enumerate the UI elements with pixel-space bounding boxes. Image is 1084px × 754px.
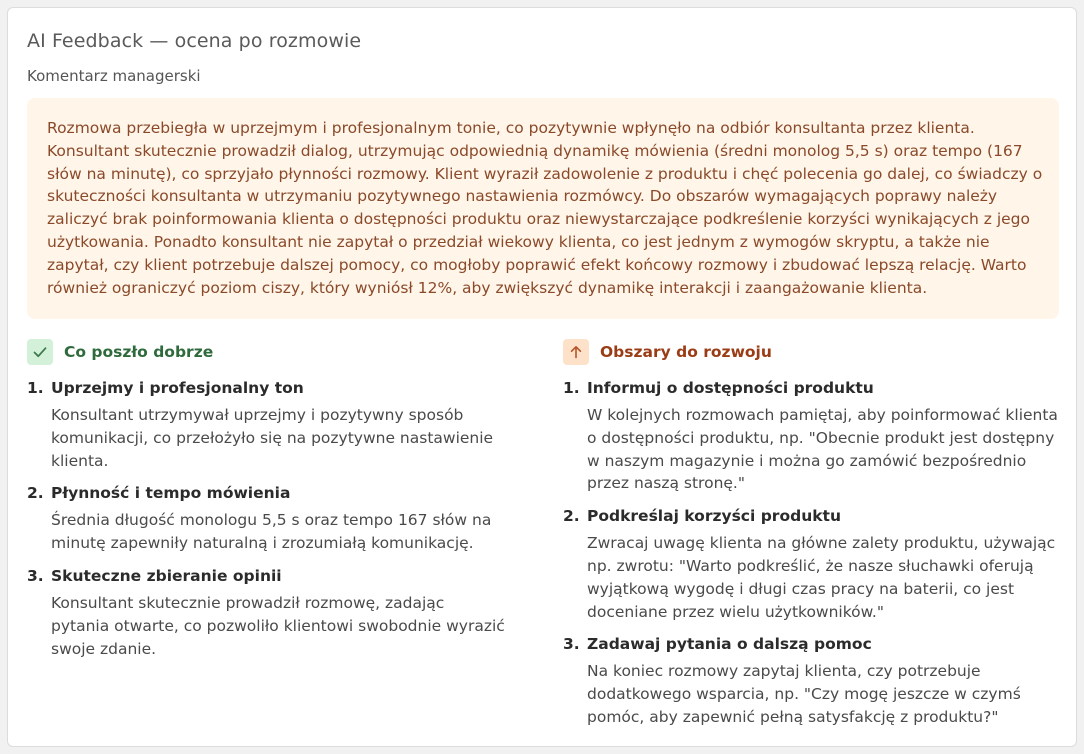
feedback-card xyxy=(7,7,1077,747)
item-number: 1. xyxy=(563,379,580,397)
went-well-title: Co poszło dobrze xyxy=(64,343,214,361)
manager-comment-text: Rozmowa przebiegła w uprzejmym i profesjonalnym tonie, co pozytywnie wpłynęło na odbiór konsultanta przez klienta. Konsultant skutecznie prowadził dialog, utrzymując odpowiednią dynamikę mówienia (średni monolog 5,5 s) oraz tempo (167 słów na minutę), co sprzyjało płynności rozmowy. Klient wyraził zadowolenie z produktu i chęć polecenia go dalej, co świadczy o skuteczności konsultanta w utrzymaniu pozytywnego nastawienia rozmówcy. Do obszarów wymagających poprawy należy zaliczyć brak poinformowania klienta o dostępności produktu oraz niewystarczające podkreślenie korzyści wynikających z jego użytkowania. Ponadto konsultant nie zapytał o przedział wiekowy klienta, co jest jednym z wymogów skryptu, a także nie zapytał, czy klient potrzebuje dalszej pomocy, co mogłoby poprawić efekt końcowy rozmowy i zbudować lepszą relację. Warto również ograniczyć poziom ciszy, który wyniósł 12%, aby zwiększyć dynamikę interakcji i zaangażowanie klienta. xyxy=(47,119,1043,297)
to-improve-title: Obszary do rozwoju xyxy=(600,343,772,361)
page-title: AI Feedback — ocena po rozmowie xyxy=(27,30,362,52)
item-description: Konsultant utrzymywał uprzejmy i pozytywny sposób komunikacji, co przełożyło się na pozytywne nastawienie klienta. xyxy=(51,406,494,470)
section-subtitle: Komentarz managerski xyxy=(27,67,201,85)
list-item xyxy=(27,377,507,472)
to-improve-header xyxy=(563,339,1063,365)
manager-comment-box xyxy=(27,98,1059,319)
list-item xyxy=(27,482,507,555)
item-number: 1. xyxy=(27,379,44,397)
item-title: Informuj o dostępności produktu xyxy=(587,379,874,397)
to-improve-list xyxy=(563,377,1063,729)
item-number: 3. xyxy=(27,566,44,585)
item-description: Średnia długość monologu 5,5 s oraz tempo 167 słów na minutę zapewniły naturalną i zrozumiałą komunikację. xyxy=(51,511,492,553)
item-description: Na koniec rozmowy zapytaj klienta, czy potrzebuje dodatkowego wsparcia, np. "Czy mogę jeszcze w czymś pomóc, aby zapewnić pełną satysfakcję z produktu?" xyxy=(587,662,1021,726)
went-well-list xyxy=(27,377,507,660)
list-item xyxy=(27,565,507,660)
list-item xyxy=(563,377,1063,495)
went-well-header xyxy=(27,339,507,365)
item-title: Uprzejmy i profesjonalny ton xyxy=(51,379,304,397)
check-icon xyxy=(27,339,53,365)
item-title: Podkreślaj korzyści produktu xyxy=(587,507,841,526)
item-description: Zwracaj uwagę klienta na główne zalety produktu, używając np. zwrotu: "Warto podkreślić, że nasze słuchawki oferują wyjątkową wygodę i długi czas pracy na baterii, co jest doceniane przez wielu użytkowników." xyxy=(587,534,1056,621)
item-description: W kolejnych rozmowach pamiętaj, aby poinformować klienta o dostępności produktu, np. "Obecnie produkt jest dostępny w naszym magazynie i można go zamówić bezpośrednio przez naszą stronę." xyxy=(587,406,1058,493)
went-well-column xyxy=(27,339,507,670)
arrow-up-icon xyxy=(563,339,589,365)
list-item xyxy=(563,505,1063,623)
to-improve-column xyxy=(563,339,1063,739)
item-title: Skuteczne zbieranie opinii xyxy=(51,566,282,585)
item-description: Konsultant skutecznie prowadził rozmowę, zadając pytania otwarte, co pozwoliło klientowi swobodnie wyrazić swoje zdanie. xyxy=(51,593,505,658)
item-number: 2. xyxy=(563,507,580,526)
list-item xyxy=(563,633,1063,728)
item-number: 3. xyxy=(563,635,580,654)
item-number: 2. xyxy=(27,484,44,503)
item-title: Zadawaj pytania o dalszą pomoc xyxy=(587,635,872,654)
item-title: Płynność i tempo mówienia xyxy=(51,484,291,503)
